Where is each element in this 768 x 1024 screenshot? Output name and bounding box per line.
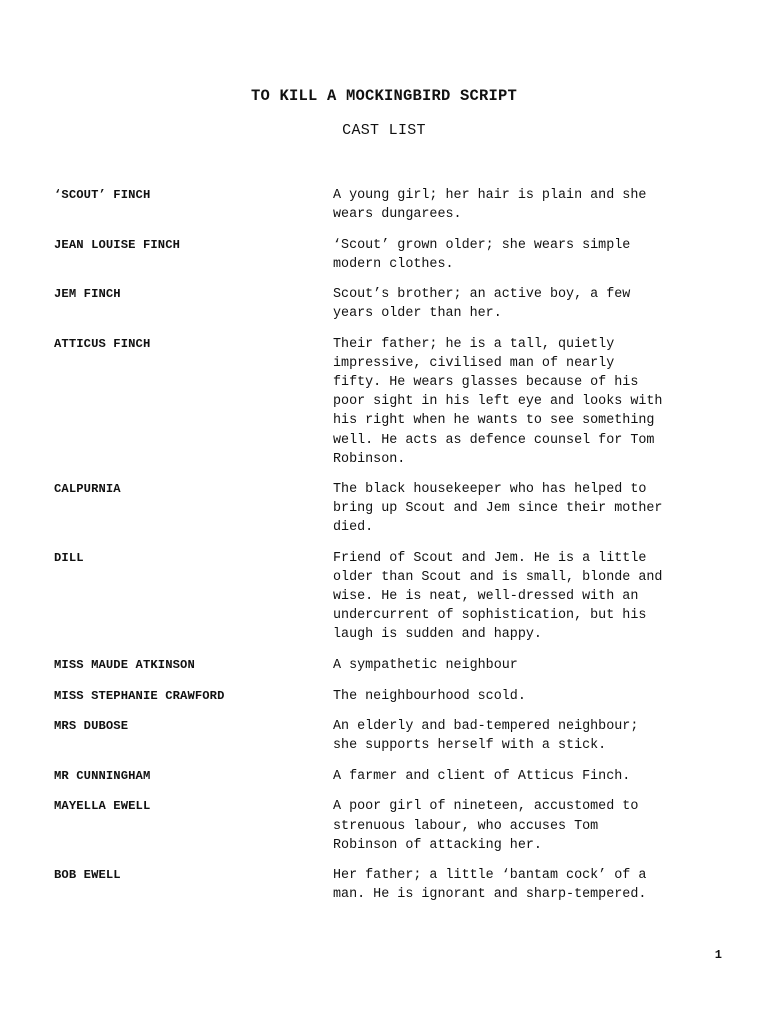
cast-list [54, 186, 724, 916]
cast-entry [54, 480, 724, 537]
character-description: Friend of Scout and Jem. He is a little older than Scout and is small, blonde and wise. He is neat, well-dressed with an undercurrent of sophistication, but his laugh is sudden and happy. [333, 551, 663, 643]
character-name: ‘SCOUT’ FINCH [54, 188, 151, 202]
character-description: Their father; he is a tall, quietly impressive, civilised man of nearly fifty. He wears glasses because of his poor sight in his left eye and looks with his right when he wants to see something well. He acts as defence counsel for Tom Robinson. [333, 337, 663, 467]
page-title: TO KILL A MOCKINGBIRD SCRIPT [250, 87, 518, 105]
character-description: A poor girl of nineteen, accustomed to strenuous labour, who accuses Tom Robinson of attacking her. [333, 799, 639, 853]
cast-entry [54, 767, 724, 786]
character-description: ‘Scout’ grown older; she wears simple modern clothes. [333, 237, 631, 272]
character-name: MRS DUBOSE [54, 719, 129, 734]
cast-entry [54, 866, 724, 904]
character-name: MISS MAUDE ATKINSON [54, 657, 195, 672]
character-name: MISS STEPHANIE CRAWFORD [54, 688, 225, 703]
cast-entry [54, 335, 724, 469]
character-name: JEM FINCH [54, 287, 121, 302]
character-description: Scout’s brother; an active boy, a few years older than her. [333, 287, 631, 322]
page-number: 1 [714, 948, 722, 962]
character-name: DILL [54, 551, 84, 565]
character-description: A young girl; her hair is plain and she wears dungarees. [333, 188, 647, 223]
cast-entry [54, 687, 724, 706]
character-description: The neighbourhood scold. [333, 688, 526, 704]
cast-entry [54, 285, 724, 323]
character-description: A farmer and client of Atticus Finch. [333, 768, 631, 784]
character-name: JEAN LOUISE FINCH [54, 237, 181, 252]
character-name: CALPURNIA [54, 482, 121, 497]
character-description: Her father; a little ‘bantam cock’ of a man. He is ignorant and sharp-tempered. [333, 868, 647, 903]
cast-entry [54, 236, 724, 274]
character-name: MAYELLA EWELL [54, 799, 151, 814]
character-description: The black housekeeper who has helped to bring up Scout and Jem since their mother died. [333, 482, 663, 536]
cast-entry [54, 549, 724, 644]
cast-entry [54, 717, 724, 755]
cast-entry [54, 186, 724, 224]
character-description: An elderly and bad-tempered neighbour; she supports herself with a stick. [333, 719, 639, 754]
character-name: BOB EWELL [54, 868, 121, 883]
character-description: A sympathetic neighbour [333, 657, 518, 673]
cast-entry [54, 797, 724, 854]
section-heading: CAST LIST [342, 122, 426, 139]
cast-entry [54, 656, 724, 675]
character-name: ATTICUS FINCH [54, 337, 151, 352]
character-name: MR CUNNINGHAM [54, 768, 151, 783]
